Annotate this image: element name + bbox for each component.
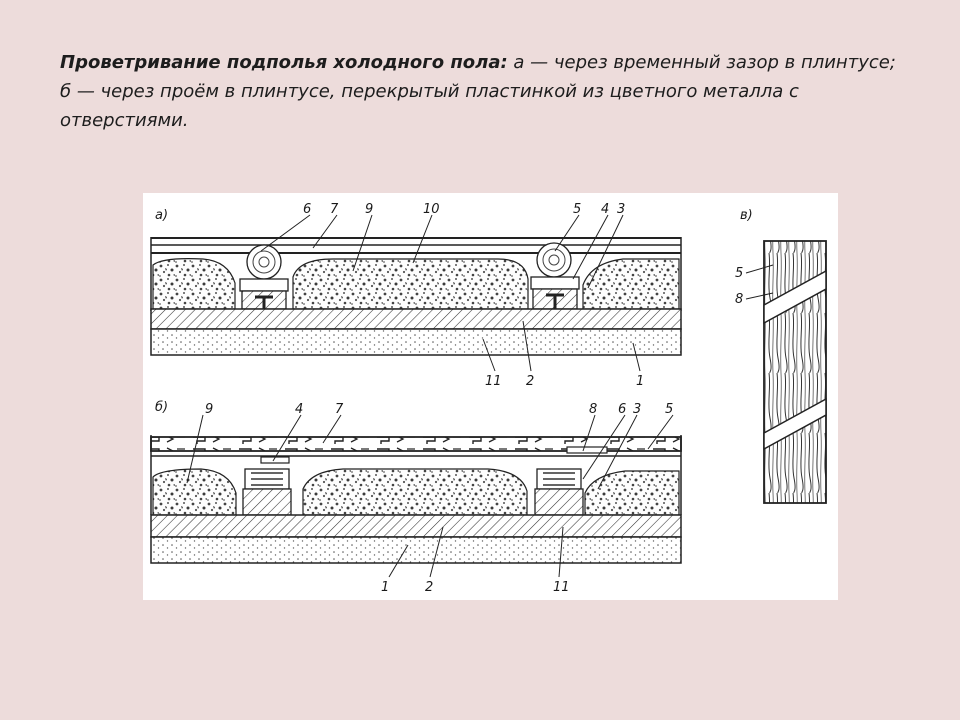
- panel-b-letter: б): [155, 400, 169, 415]
- label-b-11: 11: [553, 580, 570, 595]
- label-a-4: 4: [601, 202, 610, 217]
- label-a-2: 2: [526, 374, 535, 389]
- caption-text: а — через временный зазор в плинтусе; б — через проём в плинтусе, перекрытый пластинкой из цветного металла с отверстиями.: [60, 52, 896, 131]
- label-a-9: 9: [365, 202, 374, 217]
- label-a-11: 11: [485, 374, 502, 389]
- joist-a-left: [240, 245, 288, 309]
- panel-c-letter: в): [740, 208, 753, 223]
- joist-b-left: [243, 457, 291, 515]
- label-a-7: 7: [330, 202, 339, 217]
- label-a-3: 3: [617, 202, 626, 217]
- label-b-9: 9: [205, 402, 214, 417]
- label-b-3: 3: [633, 402, 642, 417]
- label-c-8: 8: [735, 292, 744, 307]
- label-a-6: 6: [303, 202, 312, 217]
- panel-a-letter: а): [155, 208, 169, 223]
- floor-ventilation-drawing: [143, 193, 838, 600]
- caption-lead: Проветривание подполья холодного пола:: [60, 52, 508, 73]
- figure-caption: [60, 48, 900, 135]
- panel-a: [151, 202, 681, 389]
- label-b-2: 2: [425, 580, 434, 595]
- label-b-6: 6: [618, 402, 627, 417]
- label-c-5: 5: [735, 266, 744, 281]
- label-a-5: 5: [573, 202, 582, 217]
- label-a-10: 10: [423, 202, 440, 217]
- label-b-1: 1: [381, 580, 390, 595]
- panel-b: [151, 400, 681, 595]
- label-b-4: 4: [295, 402, 304, 417]
- label-b-7: 7: [335, 402, 344, 417]
- label-b-5: 5: [665, 402, 674, 417]
- panel-c: [735, 208, 826, 503]
- label-b-8: 8: [589, 402, 598, 417]
- drawing-canvas: [143, 193, 838, 600]
- label-a-1: 1: [636, 374, 645, 389]
